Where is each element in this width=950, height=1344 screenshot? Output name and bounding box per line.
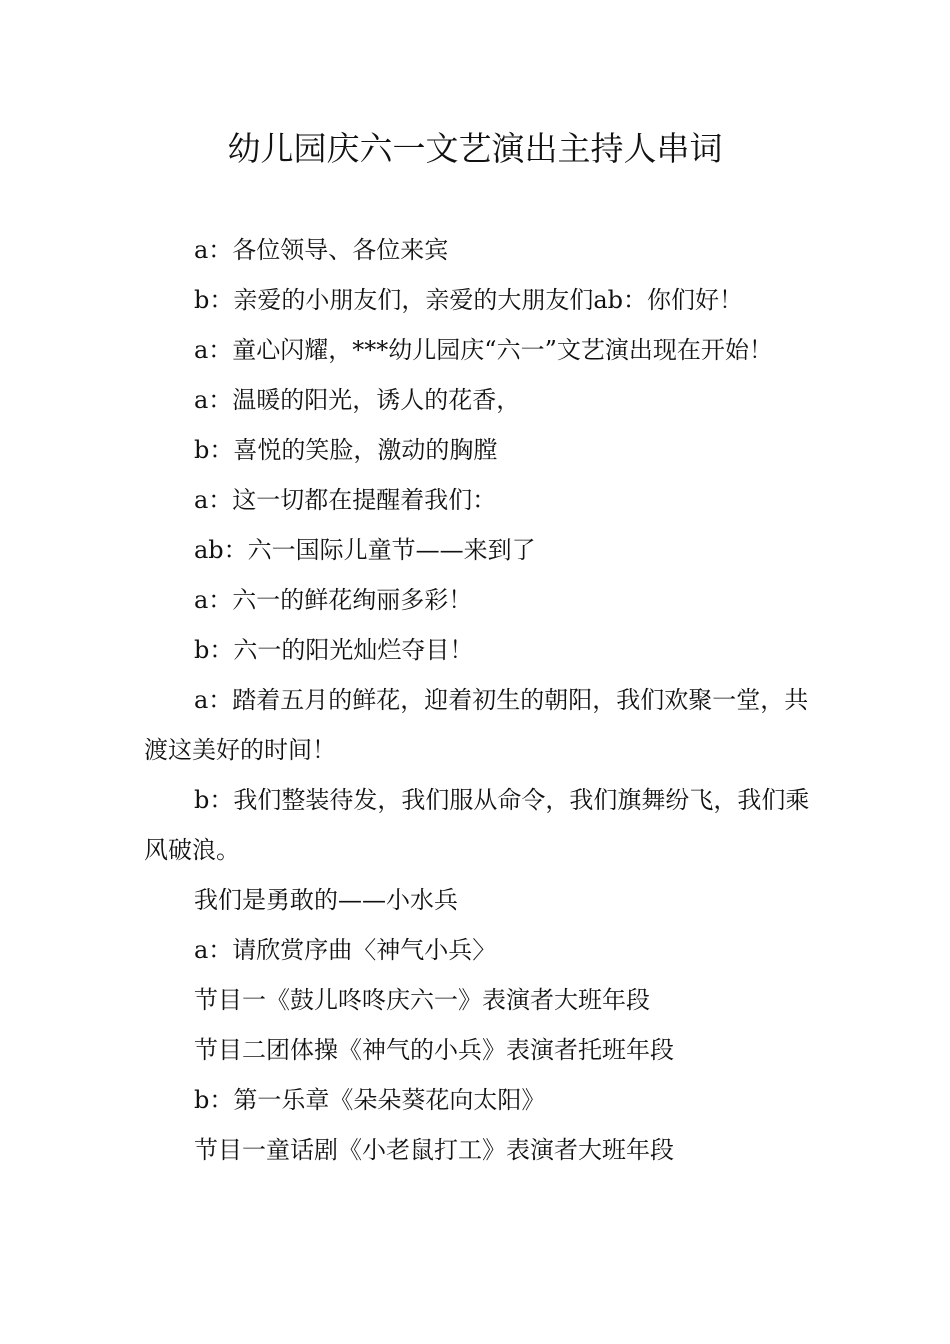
document-body [144,225,832,1175]
paragraph: a：温暖的阳光，诱人的花香， [194,386,521,414]
paragraph: b：六一的阳光灿烂夺目！ [194,636,474,664]
paragraph: 我们是勇敢的——小水兵 [194,886,458,914]
paragraph: a：这一切都在提醒着我们： [194,486,497,514]
paragraph: b：我们整装待发，我们服从命令，我们旗舞纷飞，我们乘风破浪。 [144,786,810,864]
document-title: 幼儿园庆六一文艺演出主持人串词 [227,129,723,168]
paragraph: b：喜悦的笑脸，激动的胸膛 [194,436,498,464]
paragraph: a：踏着五月的鲜花，迎着初生的朝阳，我们欢聚一堂，共渡这美好的时间！ [144,686,809,764]
paragraph: 节目一《鼓儿咚咚庆六一》表演者大班年段 [194,986,650,1014]
paragraph: a：六一的鲜花绚丽多彩！ [194,586,473,614]
paragraph: a：各位领导、各位来宾 [194,236,449,264]
paragraph: 节目一童话剧《小老鼠打工》表演者大班年段 [194,1136,674,1164]
paragraph: 节目二团体操《神气的小兵》表演者托班年段 [194,1036,674,1064]
paragraph: a：请欣赏序曲〈神气小兵〉 [194,936,497,964]
paragraph: a：童心闪耀，***幼儿园庆“六一”文艺演出现在开始！ [194,336,773,364]
paragraph: b：亲爱的小朋友们，亲爱的大朋友们ab：你们好！ [194,286,744,314]
paragraph: b：第一乐章《朵朵葵花向太阳》 [194,1086,546,1114]
paragraph: ab：六一国际儿童节——来到了 [194,536,536,564]
